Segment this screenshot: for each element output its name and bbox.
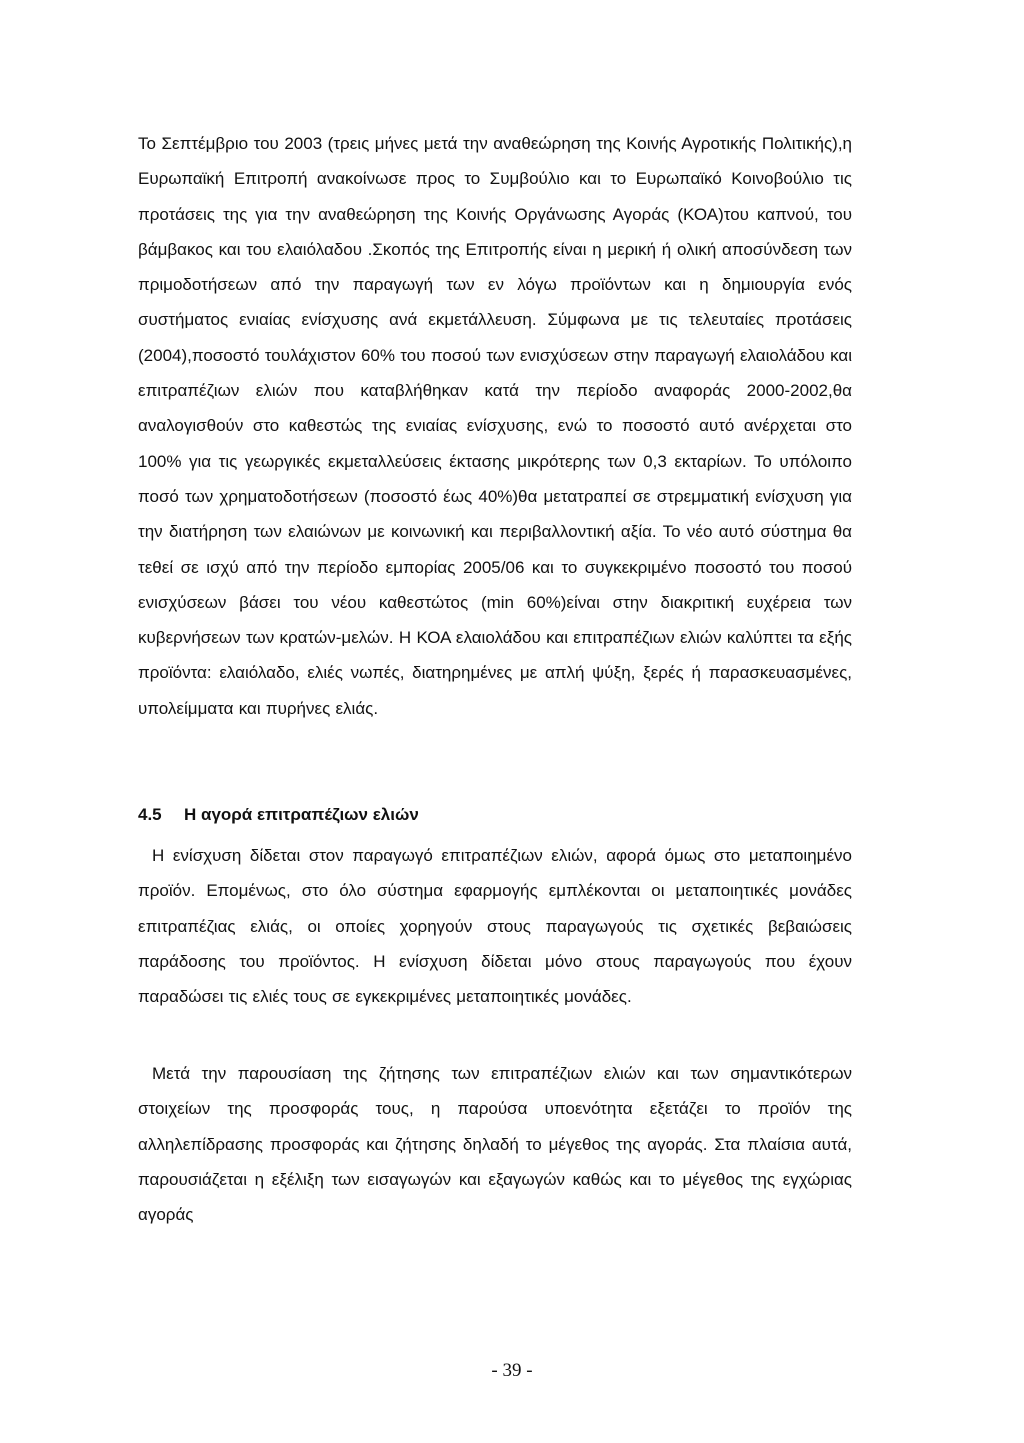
body-paragraph-subsidy: Η ενίσχυση δίδεται στον παραγωγό επιτραπέζιων ελιών, αφορά όμως στο μεταποιημένο προϊόν. Επομένως, στο όλο σύστημα εφαρμογής εμπλέκονται οι μεταποιητικές μονάδες επιτραπέζιας ελιάς, οι οποίες χορηγούν στους παραγωγούς τις σχετικές βεβαιώσεις παράδοσης του προϊόντος. Η ενίσχυση δίδεται μόνο στους παραγωγούς που έχουν παραδώσει τις ελιές τους σε εγκεκριμένες μεταποιητικές μονάδες. xyxy=(138,846,852,1007)
section-number: 4.5 xyxy=(138,805,162,824)
section-title: Η αγορά επιτραπέζιων ελιών xyxy=(184,805,419,824)
page-number: - 39 - xyxy=(491,1360,533,1381)
body-paragraph-cap-reform: Το Σεπτέμβριο του 2003 (τρεις μήνες μετά την αναθεώρηση της Κοινής Αγροτικής Πολιτικής),η Ευρωπαϊκή Επιτροπή ανακοίνωσε προς το Συμβούλιο και το Ευρωπαϊκό Κοινοβούλιο τις προτάσεις της για την αναθεώρηση της Κοινής Οργάνωσης Αγοράς (ΚΟΑ)του καπνού, του βάμβακος και του ελαιόλαδου .Σκοπός της Επιτροπής είναι η μερική ή ολική αποσύνδεση των πριμοδοτήσεων από την παραγωγή των εν λόγω προϊόντων και η δημιουργία ενός συστήματος ενιαίας ενίσχυσης ανά εκμετάλλευση. Σύμφωνα με τις τελευταίες προτάσεις (2004),ποσοστό τουλάχιστον 60% του ποσού των ενισχύσεων στην παραγωγή ελαιολάδου και επιτραπέζιων ελιών που καταβλήθηκαν κατά την περίοδο αναφοράς 2000-2002,θα αναλογισθούν στο καθεστώς της ενιαίας ενίσχυσης, ενώ το ποσοστό αυτό ανέρχεται στο 100% για τις γεωργικές εκμεταλλεύσεις έκτασης μικρότερης των 0,3 εκταρίων. Το υπόλοιπο ποσό των χρηματοδοτήσεων (ποσοστό έως 40%)θα μετατραπεί σε στρεμματική ενίσχυση για την διατήρηση των ελαιώνων με κοινωνική και περιβαλλοντική αξία. Το νέο αυτό σύστημα θα τεθεί σε ισχύ από την περίοδο εμπορίας 2005/06 και το συγκεκριμένο ποσοστό του ποσού ενισχύσεων βάσει του νέου καθεστώτος (min 60%)είναι στην διακριτική ευχέρεια των κυβερνήσεων των κρατών-μελών. Η ΚΟΑ ελαιολάδου και επιτραπέζιων ελιών καλύπτει τα εξής προϊόντα: ελαιόλαδο, ελιές νωπές, διατηρημένες με απλή ψύξη, ξερές ή παρασκευασμένες, υπολείμματα και πυρήνες ελιάς. xyxy=(138,134,852,718)
section-heading xyxy=(138,802,419,828)
body-paragraph-market-size: Μετά την παρουσίαση της ζήτησης των επιτραπέζιων ελιών και των σημαντικότερων στοιχείων της προσφοράς τους, η παρούσα υποενότητα εξετάζει το προϊόν της αλληλεπίδρασης προσφοράς και ζήτησης δηλαδή το μέγεθος της αγοράς. Στα πλαίσια αυτά, παρουσιάζεται η εξέλιξη των εισαγωγών και εξαγωγών καθώς και το μέγεθος της εγχώριας αγοράς xyxy=(138,1064,852,1225)
